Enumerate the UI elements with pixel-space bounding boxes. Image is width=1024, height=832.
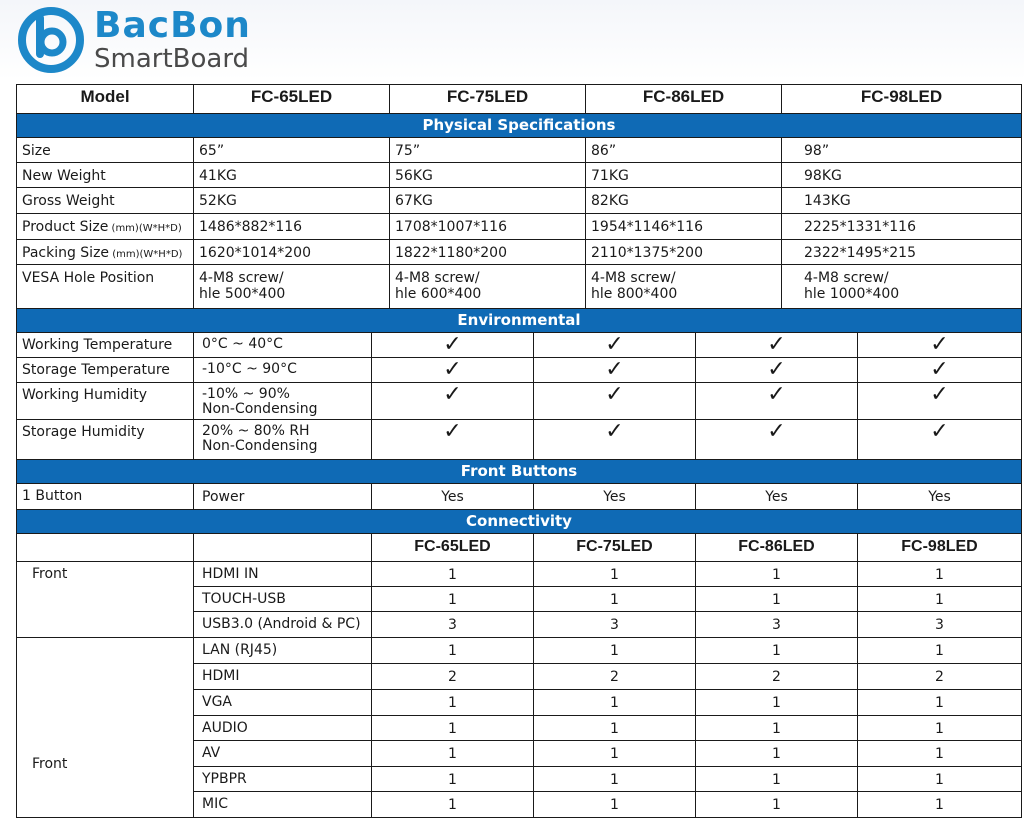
spec-label-text: VESA Hole Position (22, 270, 155, 286)
environmental-row (16, 333, 1022, 358)
port-count: 1 (534, 792, 696, 818)
port-count: 1 (534, 716, 696, 741)
button-label: 1 Button (16, 484, 194, 510)
physical-row (16, 138, 1022, 163)
supported-check-icon: ✓ (372, 333, 534, 358)
env-label: Working Temperature (16, 333, 194, 358)
supported-check-icon: ✓ (858, 333, 1022, 358)
port-count: 1 (696, 716, 858, 741)
port-count: 2 (696, 664, 858, 690)
port-name: HDMI (194, 664, 372, 690)
supported-check-icon: ✓ (534, 333, 696, 358)
port-count: 1 (372, 562, 534, 587)
brand-name-top: BacBon (94, 5, 251, 46)
connectivity-header-row (16, 534, 1022, 562)
spec-label (16, 240, 194, 265)
env-label: Storage Temperature (16, 358, 194, 383)
port-count: 1 (372, 587, 534, 612)
port-count: 1 (696, 792, 858, 818)
model-header: Model (16, 84, 194, 114)
spec-value: 2225*1331*116 (782, 214, 1022, 240)
spec-label (16, 214, 194, 240)
spec-value: 4-M8 screw/ hle 800*400 (586, 265, 782, 309)
spec-value: 1486*882*116 (194, 214, 390, 240)
port-count: 1 (534, 767, 696, 792)
env-range: -10% ~ 90% Non-Condensing (194, 383, 372, 420)
port-row (16, 664, 1022, 690)
port-count: 2 (534, 664, 696, 690)
port-count: 1 (696, 638, 858, 664)
spec-value: 1620*1014*200 (194, 240, 390, 265)
spec-label-text: Product Size (22, 219, 109, 235)
port-count: 1 (858, 792, 1022, 818)
supported-check-icon: ✓ (372, 358, 534, 383)
supported-check-icon: ✓ (372, 383, 534, 420)
supported-check-icon: ✓ (858, 358, 1022, 383)
port-count: 1 (534, 690, 696, 716)
button-function: Power (194, 484, 372, 510)
connectivity-model-header: FC-65LED (372, 534, 534, 562)
spec-value: 56KG (390, 163, 586, 188)
button-availability: Yes (534, 484, 696, 510)
port-count: 1 (858, 638, 1022, 664)
port-count: 1 (858, 741, 1022, 767)
connectivity-group-label: Front (16, 562, 194, 638)
supported-check-icon: ✓ (858, 383, 1022, 420)
spec-value: 75” (390, 138, 586, 163)
connectivity-model-header: FC-75LED (534, 534, 696, 562)
port-count: 3 (534, 612, 696, 638)
spec-unit-text: (mm)(W*H*D) (108, 223, 182, 234)
port-name: HDMI IN (194, 562, 372, 587)
port-count: 1 (696, 690, 858, 716)
spec-value: 98KG (782, 163, 1022, 188)
spec-value: 1822*1180*200 (390, 240, 586, 265)
section-connectivity-band: Connectivity (16, 510, 1022, 534)
spec-label-text: New Weight (22, 168, 106, 184)
env-range: -10°C ~ 90°C (194, 358, 372, 383)
port-count: 1 (534, 638, 696, 664)
env-range: 0°C ~ 40°C (194, 333, 372, 358)
button-availability: Yes (372, 484, 534, 510)
spec-value: 1954*1146*116 (586, 214, 782, 240)
spec-label (16, 163, 194, 188)
spec-value: 2322*1495*215 (782, 240, 1022, 265)
port-count: 3 (858, 612, 1022, 638)
physical-row (16, 265, 1022, 309)
supported-check-icon: ✓ (534, 383, 696, 420)
port-row (16, 767, 1022, 792)
physical-row (16, 240, 1022, 265)
port-name: USB3.0 (Android & PC) (194, 612, 372, 638)
supported-check-icon: ✓ (696, 333, 858, 358)
port-count: 2 (372, 664, 534, 690)
button-availability: Yes (858, 484, 1022, 510)
port-row (16, 587, 1022, 612)
supported-check-icon: ✓ (858, 420, 1022, 460)
spec-value: 1708*1007*116 (390, 214, 586, 240)
port-count: 1 (696, 767, 858, 792)
port-name: TOUCH-USB (194, 587, 372, 612)
port-count: 1 (696, 587, 858, 612)
physical-row (16, 214, 1022, 240)
port-name: VGA (194, 690, 372, 716)
spec-value: 2110*1375*200 (586, 240, 782, 265)
port-count: 2 (858, 664, 1022, 690)
port-count: 1 (372, 741, 534, 767)
section-physical-band: Physical Specifications (16, 114, 1022, 138)
port-count: 3 (372, 612, 534, 638)
supported-check-icon: ✓ (696, 420, 858, 460)
spec-label-text: Gross Weight (22, 193, 115, 209)
environmental-row (16, 383, 1022, 420)
port-count: 1 (696, 741, 858, 767)
port-count: 1 (696, 562, 858, 587)
port-row (16, 638, 1022, 664)
spec-value: 52KG (194, 188, 390, 214)
port-count: 1 (372, 638, 534, 664)
spec-value: 86” (586, 138, 782, 163)
supported-check-icon: ✓ (372, 420, 534, 460)
spec-value: 67KG (390, 188, 586, 214)
port-row (16, 741, 1022, 767)
physical-row (16, 163, 1022, 188)
model-column-header: FC-98LED (782, 84, 1022, 114)
port-name: AV (194, 741, 372, 767)
env-label: Working Humidity (16, 383, 194, 420)
brand-name-bottom: SmartBoard (94, 44, 250, 74)
port-count: 1 (858, 690, 1022, 716)
spec-value: 143KG (782, 188, 1022, 214)
port-count: 1 (534, 587, 696, 612)
spec-value: 4-M8 screw/ hle 500*400 (194, 265, 390, 309)
env-range: 20% ~ 80% RH Non-Condensing (194, 420, 372, 460)
port-count: 1 (534, 562, 696, 587)
port-count: 1 (372, 716, 534, 741)
connectivity-group-label: Front (16, 638, 194, 818)
port-name: YPBPR (194, 767, 372, 792)
env-label: Storage Humidity (16, 420, 194, 460)
port-row (16, 716, 1022, 741)
spec-label (16, 265, 194, 309)
spec-unit-text: (mm)(W*H*D) (109, 249, 183, 260)
supported-check-icon: ✓ (534, 358, 696, 383)
bacbon-logo-icon (16, 4, 86, 74)
spec-value: 71KG (586, 163, 782, 188)
spec-label-text: Packing Size (22, 245, 110, 261)
spec-label (16, 138, 194, 163)
spec-value: 65” (194, 138, 390, 163)
spec-value: 4-M8 screw/ hle 600*400 (390, 265, 586, 309)
port-name: AUDIO (194, 716, 372, 741)
button-row (16, 484, 1022, 510)
model-column-header: FC-65LED (194, 84, 390, 114)
port-count: 1 (858, 716, 1022, 741)
port-count: 3 (696, 612, 858, 638)
header-row (16, 84, 1022, 114)
port-name: MIC (194, 792, 372, 818)
supported-check-icon: ✓ (696, 383, 858, 420)
spec-table (16, 84, 1022, 832)
model-column-header: FC-86LED (586, 84, 782, 114)
spec-value: 41KG (194, 163, 390, 188)
blank-cell (16, 534, 194, 562)
connectivity-model-header: FC-86LED (696, 534, 858, 562)
section-buttons-band: Front Buttons (16, 460, 1022, 484)
port-count: 1 (372, 690, 534, 716)
port-count: 1 (534, 741, 696, 767)
supported-check-icon: ✓ (534, 420, 696, 460)
section-environmental-band: Environmental (16, 309, 1022, 333)
port-count: 1 (858, 587, 1022, 612)
spec-label (16, 188, 194, 214)
port-count: 1 (372, 792, 534, 818)
environmental-row (16, 358, 1022, 383)
port-row (16, 562, 1022, 587)
port-count: 1 (372, 767, 534, 792)
supported-check-icon: ✓ (696, 358, 858, 383)
spec-label-text: Size (22, 143, 51, 159)
brand-logo (16, 4, 276, 80)
port-row (16, 612, 1022, 638)
physical-row (16, 188, 1022, 214)
port-count: 1 (858, 767, 1022, 792)
connectivity-model-header: FC-98LED (858, 534, 1022, 562)
spec-value: 82KG (586, 188, 782, 214)
port-row (16, 690, 1022, 716)
button-availability: Yes (696, 484, 858, 510)
model-column-header: FC-75LED (390, 84, 586, 114)
spec-value: 98” (782, 138, 1022, 163)
spec-value: 4-M8 screw/ hle 1000*400 (782, 265, 1022, 309)
port-name: LAN (RJ45) (194, 638, 372, 664)
port-row (16, 792, 1022, 818)
port-count: 1 (858, 562, 1022, 587)
blank-cell (194, 534, 372, 562)
environmental-row (16, 420, 1022, 460)
